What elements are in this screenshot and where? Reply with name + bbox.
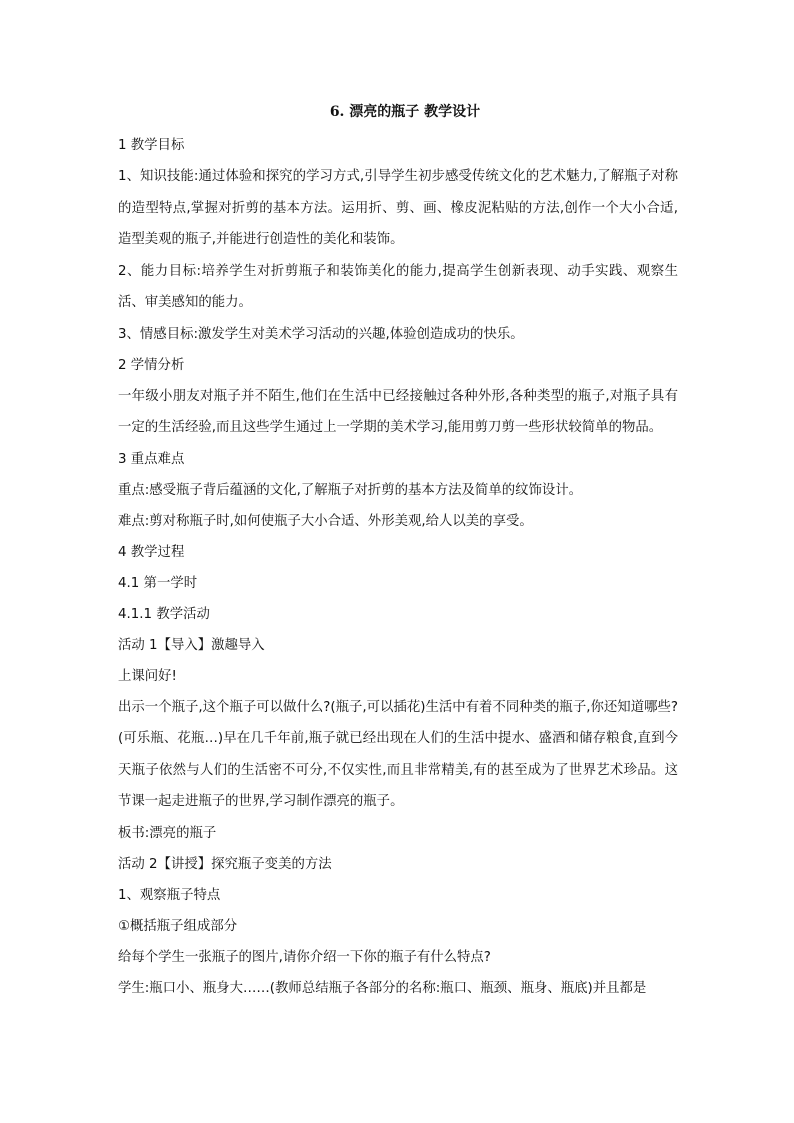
document-title: 6. 漂亮的瓶子 教学设计 [329,104,481,120]
paragraph: 1、知识技能:通过体验和探究的学习方式,引导学生初步感受传统文化的艺术魅力,了解瓶子对称的造型特点,掌握对折剪的基本方法。运用折、剪、画、橡皮泥粘贴的方法,创作一个大小合适,造型美观的瓶子,并能进行创造性的美化和装饰。 [118,169,678,247]
text-line: 给每个学生一张瓶子的图片,请你介绍一下你的瓶子有什么特点? [118,949,491,965]
text-line: 3 重点难点 [118,451,185,467]
paragraph: 2、能力目标:培养学生对折剪瓶子和装饰美化的能力,提高学生创新表现、动手实践、观察生活、审美感知的能力。 [118,263,678,310]
document-content [118,130,678,1004]
text-line: 1、观察瓶子特点 [118,887,221,903]
text-line: 2 学情分析 [118,357,185,373]
text-line: 活动 1【导入】激趣导入 [118,637,265,653]
text-line: 4.1.1 教学活动 [118,606,210,622]
paragraph: 出示一个瓶子,这个瓶子可以做什么?(瓶子,可以插花)生活中有着不同种类的瓶子,你还知道哪些?(可乐瓶、花瓶…)早在几千年前,瓶子就已经出现在人们的生活中提水、盛酒和储存粮食,直到今天瓶子依然与人们的生活密不可分,不仅实性,而且非常精美,有的甚至成为了世界艺术珍品。这节课一起走进瓶子的世界,学习制作漂亮的瓶子。 [118,699,678,809]
text-line: 上课问好! [118,668,177,684]
text-line: 学生:瓶口小、瓶身大……(教师总结瓶子各部分的名称:瓶口、瓶颈、瓶身、瓶底)并且都是 [118,980,647,996]
paragraph: 一年级小朋友对瓶子并不陌生,他们在生活中已经接触过各种外形,各种类型的瓶子,对瓶子具有一定的生活经验,而且这些学生通过上一学期的美术学习,能用剪刀剪一些形状较简单的物品。 [118,388,678,435]
text-line: 3、情感目标:激发学生对美术学习活动的兴趣,体验创造成功的快乐。 [118,326,524,342]
text-line: 4 教学过程 [118,544,185,560]
text-line: 重点:感受瓶子背后蕴涵的文化,了解瓶子对折剪的基本方法及简单的纹饰设计。 [118,482,583,498]
text-line: 板书:漂亮的瓶子 [118,825,217,841]
text-line: 活动 2【讲授】探究瓶子变美的方法 [118,856,332,872]
text-line: 4.1 第一学时 [118,575,198,591]
text-line: 1 教学目标 [118,138,185,153]
document-body [118,100,678,1004]
text-line: ①概括瓶子组成部分 [118,918,238,934]
text-line: 难点:剪对称瓶子时,如何使瓶子大小合适、外形美观,给人以美的享受。 [118,513,533,529]
